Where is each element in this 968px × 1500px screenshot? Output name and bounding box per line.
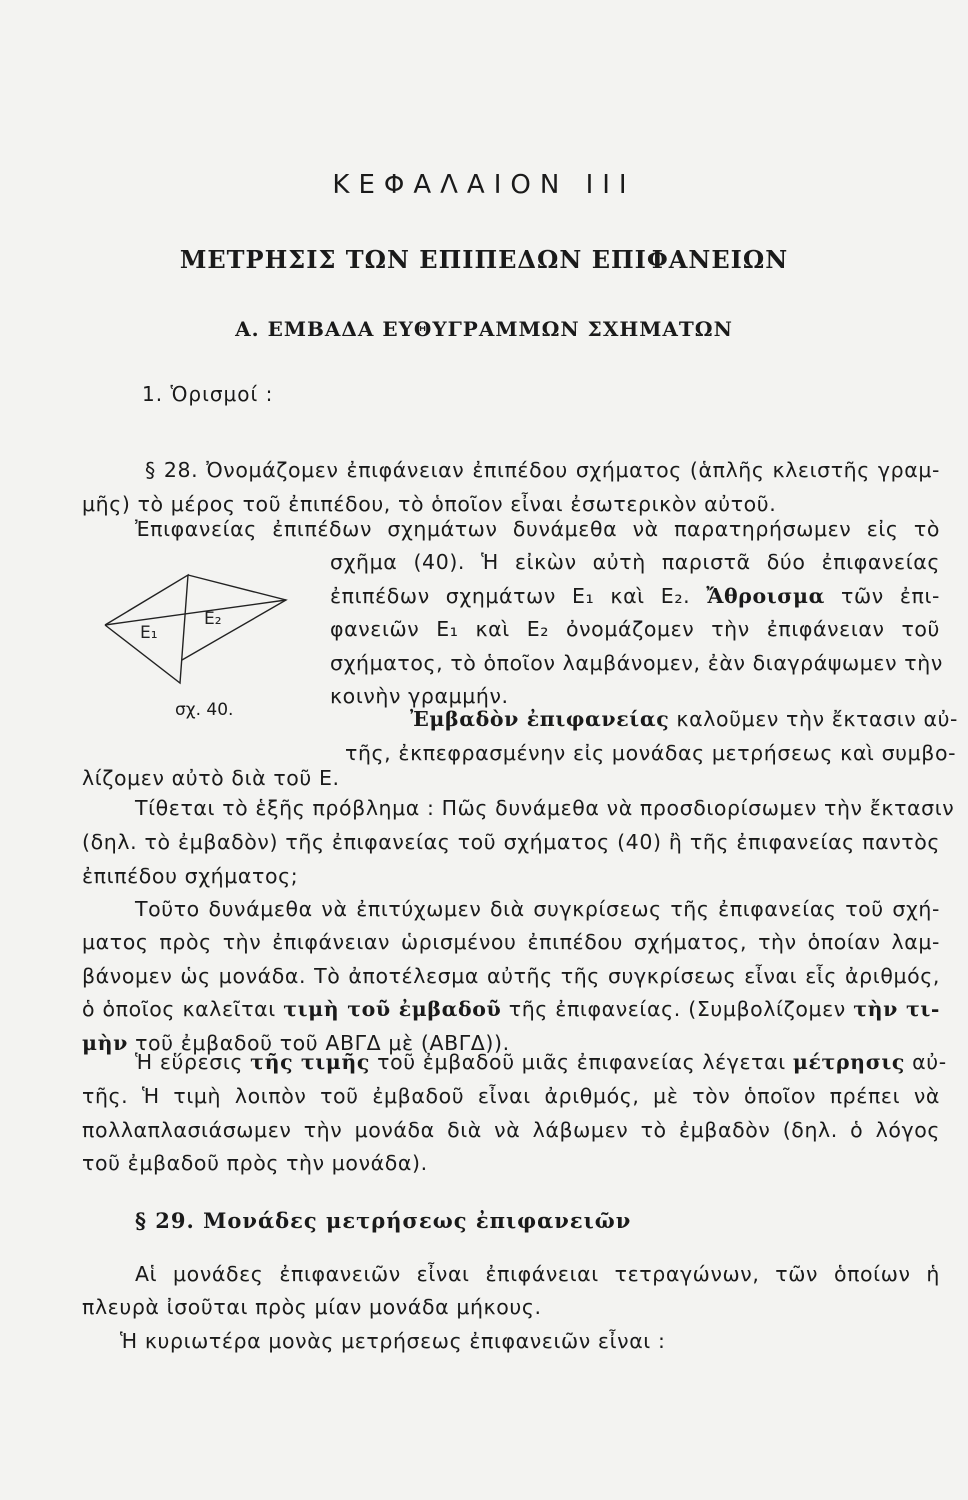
text-line: τοῦ ἐμβαδοῦ πρὸς τὴν μονάδα). (82, 1151, 428, 1175)
text-line: Αἱ μονάδες ἐπιφανειῶν εἶναι ἐπιφάνειαι τετραγώνων, τῶν ὁποίων ἡ (135, 1262, 940, 1286)
paragraph-28 (145, 454, 940, 488)
figure-label-e1: Ε₁ (140, 623, 158, 643)
section-29-heading: § 29. Μονάδες μετρήσεως ἐπιφανειῶν (135, 1208, 632, 1233)
paragraph-measure-cont (82, 1080, 940, 1181)
text-line: πολλαπλασιάσωμεν τὴν μονάδα διὰ νὰ λάβωμεν τὸ ἐμβαδὸν (δηλ. ὁ λόγος (82, 1117, 940, 1142)
subsection-title: 1. Ὁρισμοί : (142, 382, 274, 406)
text-line: σχῆμα (40). Ἡ εἰκὼν αὐτὴ παριστᾶ δύο ἐπιφανείας (330, 550, 940, 574)
paragraph-problem (135, 792, 955, 826)
paragraph-measure (135, 1046, 947, 1080)
text-line: βάνομεν ὡς μονάδα. Τὸ ἀποτέλεσμα αὐτῆς τῆς συγκρίσεως εἶναι εἷς ἀριθμός, (82, 963, 940, 988)
term-area-value: τιμὴ τοῦ ἐμβαδοῦ (283, 997, 502, 1021)
text-line: ἐπιπέδου σχήματος; (82, 863, 299, 888)
text-line: Τοῦτο δυνάμεθα νὰ ἐπιτύχωμεν διὰ συγκρίσεως τῆς ἐπιφανείας τοῦ σχή- (135, 897, 940, 921)
text-line: τῆς, ἐκπεφρασμένην εἰς μονάδας μετρήσεως καὶ συμβο- (345, 741, 957, 765)
text-line: Ἐπιφανείας ἐπιπέδων σχημάτων δυνάμεθα νὰ παρατηρήσωμεν εἰς τὸ (135, 517, 940, 541)
text-line: § 28. Ὀνομάζομεν ἐπιφάνειαν ἐπιπέδου σχήματος (ἁπλῆς κλειστῆς γραμ- (145, 458, 940, 482)
section-title: Α. ΕΜΒΑΔΑ ΕΥΘΥΓΡΑΜΜΩΝ ΣΧΗΜΑΤΩΝ (235, 317, 733, 341)
page-title: ΜΕΤΡΗΣΙΣ ΤΩΝ ΕΠΙΠΕΔΩΝ ΕΠΙΦΑΝΕΙΩΝ (179, 245, 789, 274)
paragraph-surfaces-right (330, 546, 943, 714)
text-line: μῆς) τὸ μέρος τοῦ ἐπιπέδου, τὸ ὁποῖον εἶναι ἐσωτερικὸν αὐτοῦ. (82, 492, 777, 516)
term-measurement: μέτρησις (792, 1050, 906, 1074)
paragraph-units (135, 1258, 940, 1292)
paragraph-area-last (82, 762, 682, 796)
figure-common-line (105, 600, 286, 625)
text-line: τῆς. Ἡ τιμὴ λοιπὸν τοῦ ἐμβαδοῦ εἶναι ἀριθμός, μὲ τὸν ὁποῖον πρέπει νὰ (82, 1084, 940, 1108)
text-line: φανειῶν Ε₁ καὶ Ε₂ ὀνομάζομεν τὴν ἐπιφάνειαν τοῦ (330, 617, 940, 641)
figure-label-e2: Ε₂ (204, 609, 222, 629)
figure-shape-e2 (182, 575, 286, 660)
text-line: κοινὴν γραμμήν. (330, 684, 509, 708)
paragraph-problem-cont (82, 826, 940, 893)
chapter-heading: ΚΕΦΑΛΑΙΟΝ III (332, 170, 636, 200)
paragraph-surfaces (135, 513, 940, 547)
text-line: ὁ ὁποῖος καλεῖται τιμὴ τοῦ ἐμβαδοῦ τῆς ἐπιφανείας. (Συμβολίζομεν τὴν τι- (82, 997, 940, 1021)
text-line: ματος πρὸς τὴν ἐπιφάνειαν ὡρισμένου ἐπιπέδου σχήματος, τὴν ὁποίαν λαμ- (82, 930, 940, 954)
text-line: Ἡ εὕρεσις τῆς τιμῆς τοῦ ἐμβαδοῦ μιᾶς ἐπιφανείας λέγεται μέτρησις αὐ- (135, 1050, 947, 1074)
text-line: ἐπιπέδων σχημάτων Ε₁ καὶ Ε₂. Ἄθροισμα τῶν ἐπι- (330, 583, 940, 608)
paragraph-area (410, 703, 959, 737)
text-line: Ἡ κυριωτέρα μονὰς μετρήσεως ἐπιφανειῶν εἶναι : (120, 1329, 666, 1353)
text-line: πλευρὰ ἰσοῦται πρὸς μίαν μονάδα μήκους. (82, 1295, 542, 1319)
text-line: Τίθεται τὸ ἑξῆς πρόβλημα : Πῶς δυνάμεθα νὰ προσδιορίσωμεν τὴν ἔκτασιν (135, 796, 955, 820)
figure-caption: σχ. 40. (175, 700, 234, 720)
text-line: (δηλ. τὸ ἐμβαδὸν) τῆς ἐπιφανείας τοῦ σχήματος (40) ἢ τῆς ἐπιφανείας παντὸς (82, 830, 940, 854)
term-sum: Ἄθροισμα (706, 583, 825, 608)
paragraph-compare-cont (82, 926, 940, 1060)
term-area: Ἐμβαδὸν ἐπιφανείας (410, 707, 670, 731)
text-line: σχήματος, τὸ ὁποῖον λαμβάνομεν, ἐὰν διαγράψωμεν τὴν (330, 650, 943, 675)
paragraph-units-cont (82, 1291, 940, 1325)
text-line: μὴν τοῦ ἐμβαδοῦ τοῦ ΑΒΓΔ μὲ (ΑΒΓΔ)). (82, 1030, 510, 1055)
text-line: λίζομεν αὐτὸ διὰ τοῦ Ε. (82, 766, 340, 790)
paragraph-compare (135, 893, 940, 927)
text-line: Ἐμβαδὸν ἐπιφανείας καλοῦμεν τὴν ἔκτασιν αὐ- (410, 707, 959, 731)
paragraph-main-unit (120, 1325, 940, 1359)
